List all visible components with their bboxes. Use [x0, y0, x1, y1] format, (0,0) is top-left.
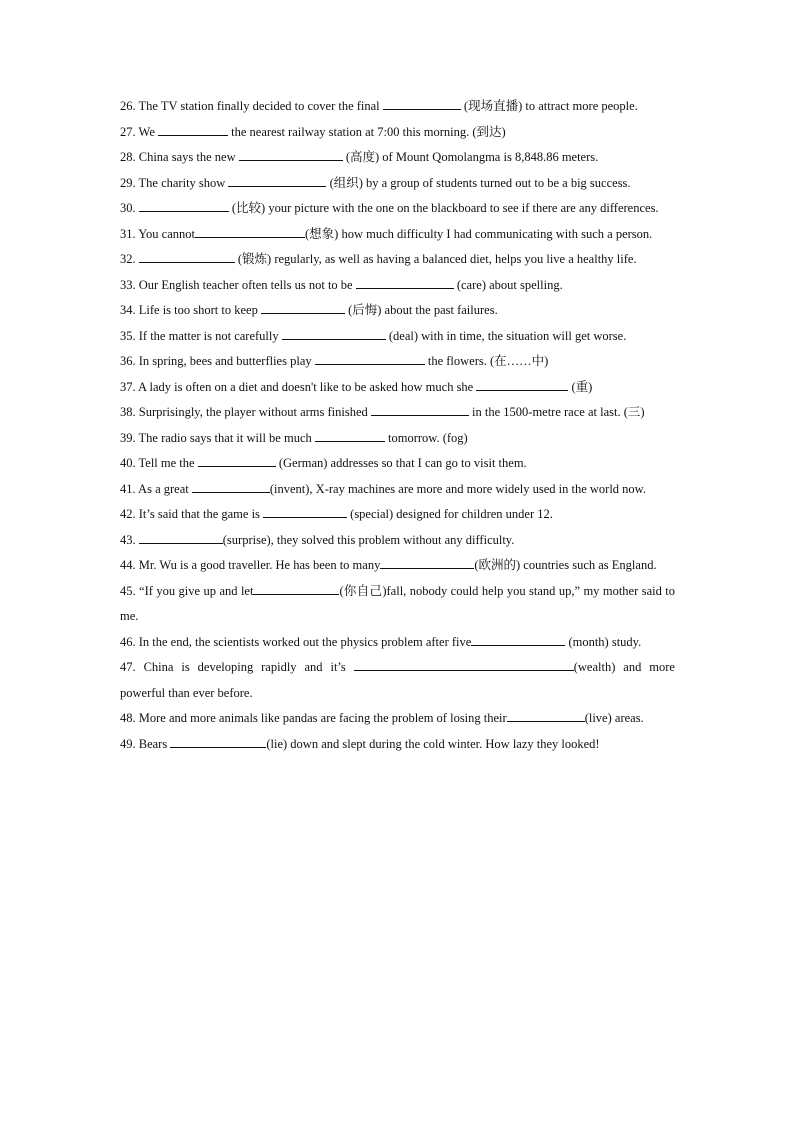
exercise-list	[120, 94, 675, 757]
question-text: (重)	[568, 379, 593, 394]
question-text: (高度) of Mount Qomolangma is 8,848.86 meters.	[342, 150, 599, 164]
question-text: 34. Life is too short to keep	[120, 303, 261, 317]
question-text: (欧洲的) countries such as England.	[474, 558, 657, 572]
question-text: the flowers. (在……中)	[424, 354, 549, 368]
question-text: 32.	[120, 252, 139, 266]
question-text: 44. Mr. Wu is a good traveller. He has been to many	[120, 558, 381, 572]
question-29	[120, 171, 675, 197]
question-text: (lie) down and slept during the cold winter. How lazy they looked!	[266, 736, 600, 751]
question-31	[120, 222, 675, 248]
answer-blank[interactable]	[354, 656, 574, 671]
question-text: 47. China is developing rapidly and it’s	[120, 660, 354, 674]
question-text: the nearest railway station at 7:00 this morning. (到达)	[228, 124, 506, 139]
answer-blank[interactable]	[139, 197, 229, 212]
question-text: (live) areas.	[584, 711, 644, 725]
question-text: (month) study.	[565, 634, 642, 649]
answer-blank[interactable]	[315, 427, 385, 442]
question-35	[120, 324, 675, 350]
question-text: 39. The radio says that it will be much	[120, 430, 315, 445]
question-text: 35. If the matter is not carefully	[120, 328, 282, 343]
question-text: (special) designed for children under 12.	[347, 507, 553, 521]
answer-blank[interactable]	[170, 733, 266, 748]
question-text: 30.	[120, 201, 139, 215]
question-26	[120, 94, 675, 120]
question-text: 36. In spring, bees and butterflies play	[120, 354, 315, 368]
question-48	[120, 706, 675, 732]
answer-blank[interactable]	[228, 172, 326, 187]
question-text: 29. The charity show	[120, 175, 229, 190]
answer-blank[interactable]	[195, 223, 305, 238]
question-text: 45. “If you give up and let	[120, 583, 254, 598]
question-44	[120, 553, 675, 579]
question-text: (你自己)fall, nobody could help you stand up,” my mother said to me.	[120, 583, 675, 623]
question-43	[120, 528, 675, 554]
question-41	[120, 477, 675, 503]
question-text: 40. Tell me the	[120, 456, 198, 470]
question-text: 48. More and more animals like pandas are facing the problem of losing their	[120, 711, 507, 725]
question-37	[120, 375, 675, 401]
answer-blank[interactable]	[282, 325, 386, 340]
question-33	[120, 273, 675, 299]
question-text: 43.	[120, 532, 139, 547]
question-text: (wealth) and more powerful than ever before.	[120, 660, 675, 700]
answer-blank[interactable]	[253, 580, 339, 595]
question-36	[120, 349, 675, 375]
question-text: (care) about spelling.	[453, 277, 563, 292]
question-text: 38. Surprisingly, the player without arms finished	[120, 405, 371, 419]
question-text: in the 1500-metre race at last. (三)	[468, 405, 645, 419]
question-text: 42. It’s said that the game is	[120, 507, 264, 521]
question-27	[120, 120, 675, 146]
question-text: 27. We	[120, 124, 158, 139]
question-text: (invent), X-ray machines are more and more widely used in the world now.	[269, 481, 647, 496]
answer-blank[interactable]	[198, 452, 276, 467]
question-45	[120, 579, 675, 630]
question-text: tomorrow. (fog)	[384, 430, 468, 445]
question-47	[120, 655, 675, 706]
question-text: (deal) with in time, the situation will get worse.	[385, 328, 627, 343]
answer-blank[interactable]	[471, 631, 565, 646]
answer-blank[interactable]	[380, 554, 474, 569]
question-46	[120, 630, 675, 656]
question-text: 49. Bears	[120, 736, 171, 751]
question-text: 26. The TV station finally decided to cover the final	[120, 99, 383, 113]
question-text: (后悔) about the past failures.	[344, 303, 498, 317]
question-32	[120, 247, 675, 273]
question-42	[120, 502, 675, 528]
answer-blank[interactable]	[139, 529, 223, 544]
answer-blank[interactable]	[383, 95, 461, 110]
question-text: (组织) by a group of students turned out to be a big success.	[326, 175, 631, 190]
question-49	[120, 732, 675, 758]
question-30	[120, 196, 675, 222]
question-text: (比较) your picture with the one on the blackboard to see if there are any differences.	[228, 201, 659, 215]
question-40	[120, 451, 675, 477]
answer-blank[interactable]	[261, 299, 345, 314]
question-text: (现场直播) to attract more people.	[460, 99, 638, 113]
answer-blank[interactable]	[371, 401, 469, 416]
question-text: 37. A lady is often on a diet and doesn't like to be asked how much she	[120, 379, 477, 394]
question-text: (surprise), they solved this problem without any difficulty.	[222, 532, 515, 547]
question-text: 41. As a great	[120, 481, 192, 496]
question-34	[120, 298, 675, 324]
question-text: 33. Our English teacher often tells us not to be	[120, 277, 356, 292]
question-text: (German) addresses so that I can go to visit them.	[275, 456, 527, 470]
question-28	[120, 145, 675, 171]
answer-blank[interactable]	[239, 146, 343, 161]
answer-blank[interactable]	[192, 478, 270, 493]
answer-blank[interactable]	[315, 350, 425, 365]
question-text: 31. You cannot	[120, 226, 196, 241]
answer-blank[interactable]	[263, 503, 347, 518]
question-text: 46. In the end, the scientists worked out the physics problem after five	[120, 634, 472, 649]
answer-blank[interactable]	[158, 121, 228, 136]
answer-blank[interactable]	[507, 707, 585, 722]
question-text: (锻炼) regularly, as well as having a balanced diet, helps you live a healthy life.	[234, 252, 637, 266]
answer-blank[interactable]	[476, 376, 568, 391]
question-39	[120, 426, 675, 452]
question-text: (想象) how much difficulty I had communicating with such a person.	[305, 226, 653, 241]
question-text: 28. China says the new	[120, 150, 239, 164]
question-38	[120, 400, 675, 426]
answer-blank[interactable]	[356, 274, 454, 289]
answer-blank[interactable]	[139, 248, 235, 263]
